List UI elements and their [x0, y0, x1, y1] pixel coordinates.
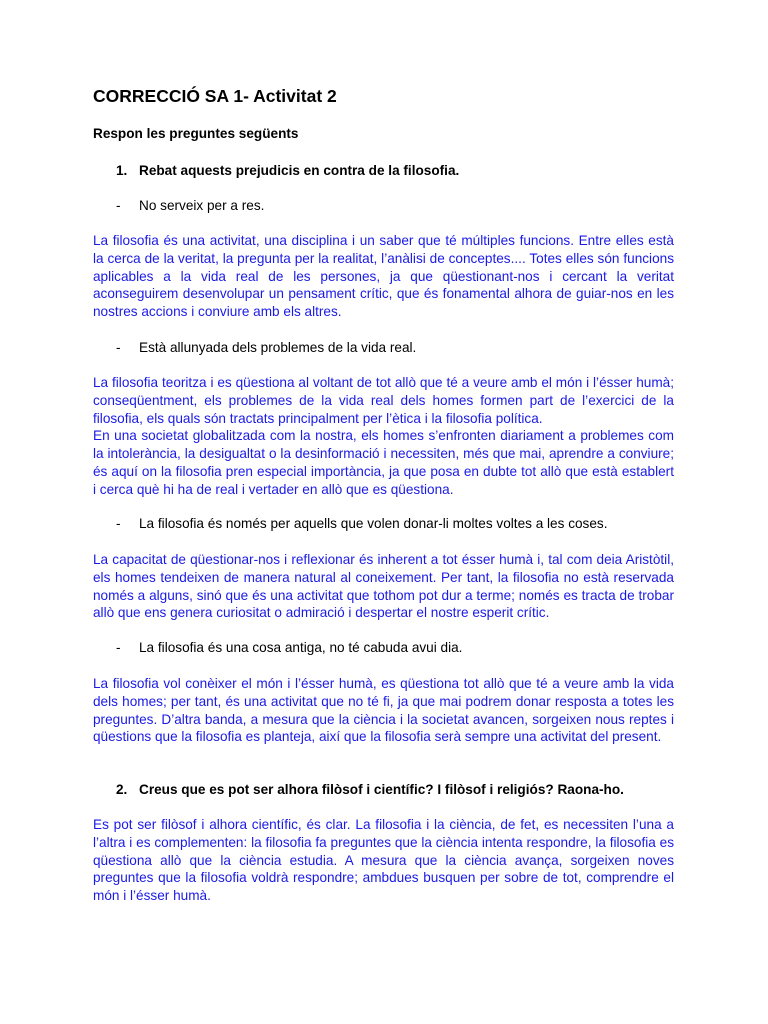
answer-paragraph [93, 232, 674, 321]
answer-paragraph [93, 374, 674, 499]
answer-text: La filosofia vol conèixer el món i l’ésser humà, es qüestiona tot allò que té a veure amb la vida dels homes; per tant, és una activitat que no té fi, ja que mai podrem donar resposta a totes les preguntes. D’altra banda, a mesura que la ciència i la societat avancen, sorgeixen nous reptes i qüestions que la filosofia es planteja, així que la filosofia serà sempre una activitat del present. [93, 676, 674, 745]
question-2-number: 2. [116, 782, 128, 797]
answer-paragraph [93, 551, 674, 622]
answer-paragraph [93, 675, 674, 746]
bullet-dash: - [116, 516, 121, 531]
prejudice-text: Està allunyada dels problemes de la vida real. [139, 340, 417, 355]
question-2-text: Creus que es pot ser alhora filòsof i científic? I filòsof i religiós? Raona-ho. [139, 782, 624, 797]
question-1 [116, 163, 459, 178]
answer-text: En una societat globalitzada com la nostra, els homes s’enfronten diariament a problemes com la intolerància, la desigualtat o la desinformació i necessiten, més que mai, aprendre a conviure; és aquí on la filosofia pren especial importància, ja que posa en dubte tot allò que està establert i cerca què hi ha de real i vertader en allò que es qüestiona. [93, 428, 674, 497]
answer-text: Es pot ser filòsof i alhora científic, és clar. La filosofia i la ciència, de fet, es necessiten l’una a l’altra i es complementen: la filosofia fa preguntes que la ciència intenta respondre, la filosofia es qüestiona allò que la ciència estudia. A mesura que la ciència avança, sorgeixen noves preguntes que la filosofia voldrà respondre; ambdues busquen per sobre de tot, comprendre el món i l’ésser humà. [93, 817, 674, 904]
answer-text: La filosofia és una activitat, una disciplina i un saber que té múltiples funcions. Entre elles està la cerca de la veritat, la pregunta per la realitat, l’anàlisi de conceptes.... Totes elles són funcions aplicables a la vida real de les persones, ja que qüestionant-nos i cercant la veritat aconseguirem desenvolupar un pensament crític, que és fonamental alhora de guiar-nos en les nostres accions i conviure amb els altres. [93, 233, 674, 320]
prejudice-item [116, 516, 607, 531]
prejudice-item [116, 198, 264, 213]
prejudice-item [116, 340, 416, 355]
document-subtitle: Respon les preguntes següents [93, 126, 299, 141]
answer-text: La filosofia teoritza i es qüestiona al voltant de tot allò que té a veure amb el món i l’ésser humà; conseqüentment, els problemes de la vida real dels homes formen part de l’exercici de la filosofia, els quals són tractats principalment per l’ètica i la filosofia política. [93, 375, 674, 426]
bullet-dash: - [116, 640, 121, 655]
prejudice-item [116, 640, 462, 655]
answer-text: La capacitat de qüestionar-nos i reflexionar és inherent a tot ésser humà i, tal com deia Aristòtil, els homes tendeixen de manera natural al coneixement. Per tant, la filosofia no està reservada només a alguns, sinó que és una activitat que tothom pot dur a terme; només es tracta de trobar allò que ens genera curiositat o admiració i despertar el nostre esperit crític. [93, 552, 674, 621]
prejudice-text: La filosofia és només per aquells que volen donar-li moltes voltes a les coses. [139, 516, 608, 531]
prejudice-text: La filosofia és una cosa antiga, no té cabuda avui dia. [139, 640, 463, 655]
question-1-number: 1. [116, 163, 128, 178]
prejudice-text: No serveix per a res. [139, 198, 265, 213]
document-title: CORRECCIÓ SA 1- Activitat 2 [93, 86, 337, 106]
question-1-text: Rebat aquests prejudicis en contra de la filosofia. [139, 163, 460, 178]
bullet-dash: - [116, 340, 121, 355]
question-2 [116, 782, 624, 797]
bullet-dash: - [116, 198, 121, 213]
answer-paragraph [93, 816, 674, 905]
